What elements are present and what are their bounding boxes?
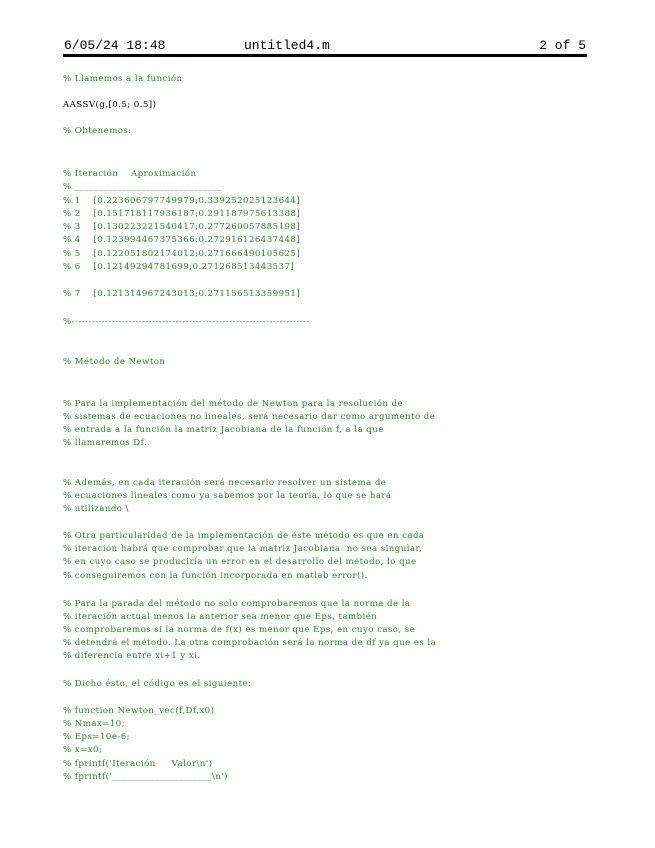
comment-line: % comprobaremos si la norma de f(x) es menor que Eps, en cuyo caso, se xyxy=(63,625,416,635)
comment-line: % x=x0; xyxy=(63,745,103,755)
comment-line: % entrada a la función la matriz Jacobiana de la función f, a la que xyxy=(63,425,384,435)
file-name: untitled4.m xyxy=(244,38,330,53)
comment-line: % 7 [0.121314967243013;0.271156513359951] xyxy=(63,289,301,299)
comment-line: % function Newton_vec(f,Df,x0) xyxy=(63,706,215,716)
comment-line: % Obtenemos: xyxy=(63,126,132,136)
comment-line: % iteración habrá que comprobar que la matriz Jacobiana no sea singular, xyxy=(63,544,423,554)
comment-line: % 4 [0.123994467375366;0.272916126437448] xyxy=(63,235,301,245)
comment-line: % detendrá el método. La otra comprobación será la norma de df ya que es la xyxy=(63,638,437,648)
comment-line: % Método de Newton xyxy=(63,357,166,367)
comment-line: % Iteración Aproximación xyxy=(63,169,197,179)
comment-line: % fprintf('_____________________\n') xyxy=(63,772,228,782)
comment-line: % Llamemos a la función xyxy=(63,74,183,84)
page-number: 2 of 5 xyxy=(539,38,586,53)
comment-line: % en cuyo caso se produciría un error en el desarrollo del método, lo que xyxy=(63,557,417,567)
page-header xyxy=(64,38,586,54)
comment-line: % Nmax=10; xyxy=(63,719,126,729)
comment-line: % utilizando \ xyxy=(63,504,129,514)
comment-line: % Para la implementación del método de Newton para la resolución de xyxy=(63,399,404,409)
comment-line: % Eps=10e-6; xyxy=(63,732,130,742)
comment-line: % 5 [0.122051802174012;0.271666490105625] xyxy=(63,249,301,259)
comment-line: % 6 [0.12149294781699;0.271268513443537] xyxy=(63,262,295,272)
comment-line: % _______________________________ xyxy=(63,182,222,192)
comment-line: % ecuaciones lineales como ya sabemos por la teoría, lo que se hará xyxy=(63,491,392,501)
comment-line: % Para la parada del método no solo comprobaremos que la norma de la xyxy=(63,599,411,609)
print-date: 6/05/24 18:48 xyxy=(64,38,166,53)
comment-line: % conseguiremos con la función incorporada en matlab error(). xyxy=(63,571,368,581)
header-rule xyxy=(63,54,587,57)
comment-line: % sistemas de ecuaciones no lineales, será necesario dar como argumento de xyxy=(63,412,436,422)
comment-line: % fprintf('Iteración Valor\n') xyxy=(63,759,213,769)
comment-line: % 3 [0.130223221540417;0.277260057885198] xyxy=(63,222,301,232)
comment-line: % Dicho ésto, el código es el siguiente: xyxy=(63,679,252,689)
comment-line: % Además, en cada iteración será necesario resolver un sistema de xyxy=(63,478,387,488)
comment-line: %----------------------------------------------------------------------- xyxy=(63,317,310,327)
comment-line: % diferencia entre xi+1 y xi. xyxy=(63,651,201,661)
comment-line: % iteración actual menos la anterior sea menor que Eps, también xyxy=(63,612,378,622)
comment-line: % 2 [0.151718117936187;0.291187975613388] xyxy=(63,209,301,219)
comment-line: % 1 [0.223606797749979;0.339252025123644] xyxy=(63,196,301,206)
comment-line: % Otra particularidad de la implementación de éste método es que en cada xyxy=(63,531,425,541)
comment-line: % llamaremos Df. xyxy=(63,438,148,448)
code-line: AASSV(g,[0.5; 0.5]) xyxy=(63,100,157,110)
